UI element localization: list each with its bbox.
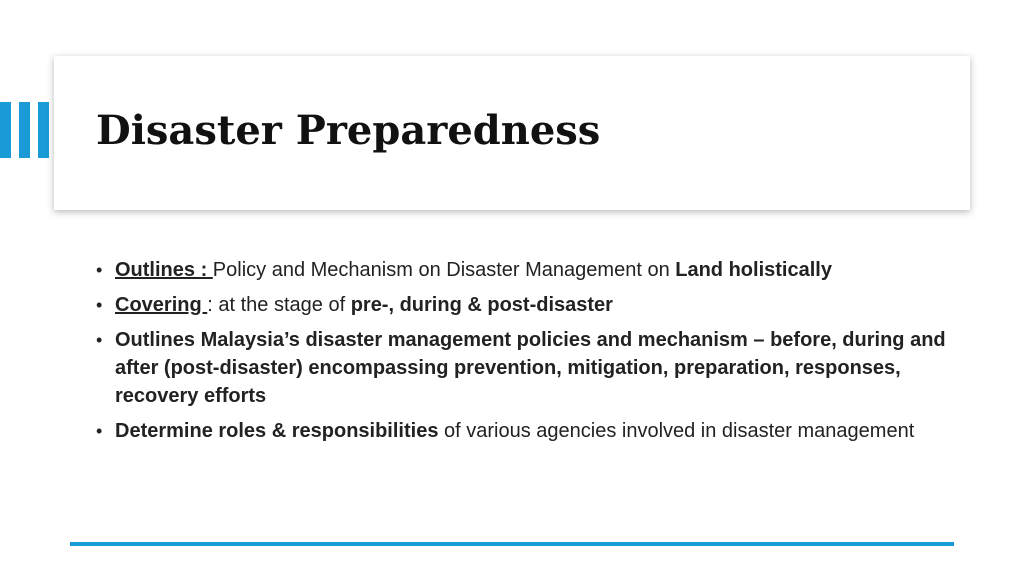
bullet-text: : at the stage of	[207, 294, 351, 316]
bullet-glyph: •	[96, 421, 103, 441]
bullet-text: Outlines Malaysia’s disaster management policies and mechanism – before, during and after (post-disaster) encompassing prevention, mitigation, preparation, responses, recovery efforts	[115, 329, 946, 407]
bullet-emphasis: Determine roles & responsibilities	[115, 420, 439, 442]
bottom-divider	[70, 542, 954, 546]
bullet-emphasis: Land holistically	[675, 259, 832, 281]
title-card	[54, 56, 970, 210]
bullet-label: Outlines :	[115, 259, 213, 281]
bullet-item	[96, 256, 946, 284]
accent-bar	[38, 102, 49, 158]
bullet-glyph: •	[96, 260, 103, 280]
bullet-glyph: •	[96, 330, 103, 350]
bullet-item	[96, 417, 946, 445]
bullet-item	[96, 291, 946, 319]
bullet-item	[96, 326, 946, 410]
bullet-emphasis: pre-, during & post-disaster	[350, 294, 613, 316]
accent-bar	[19, 102, 30, 158]
bullet-text: Policy and Mechanism on Disaster Management on	[212, 259, 676, 281]
bullet-content	[96, 256, 946, 452]
bullet-glyph: •	[96, 295, 103, 315]
bullet-list	[96, 256, 946, 445]
bullet-label: Covering	[115, 294, 208, 316]
accent-bar	[0, 102, 11, 158]
slide-title: Disaster Preparedness	[96, 107, 601, 154]
bullet-text: of various agencies involved in disaster management	[438, 420, 915, 442]
